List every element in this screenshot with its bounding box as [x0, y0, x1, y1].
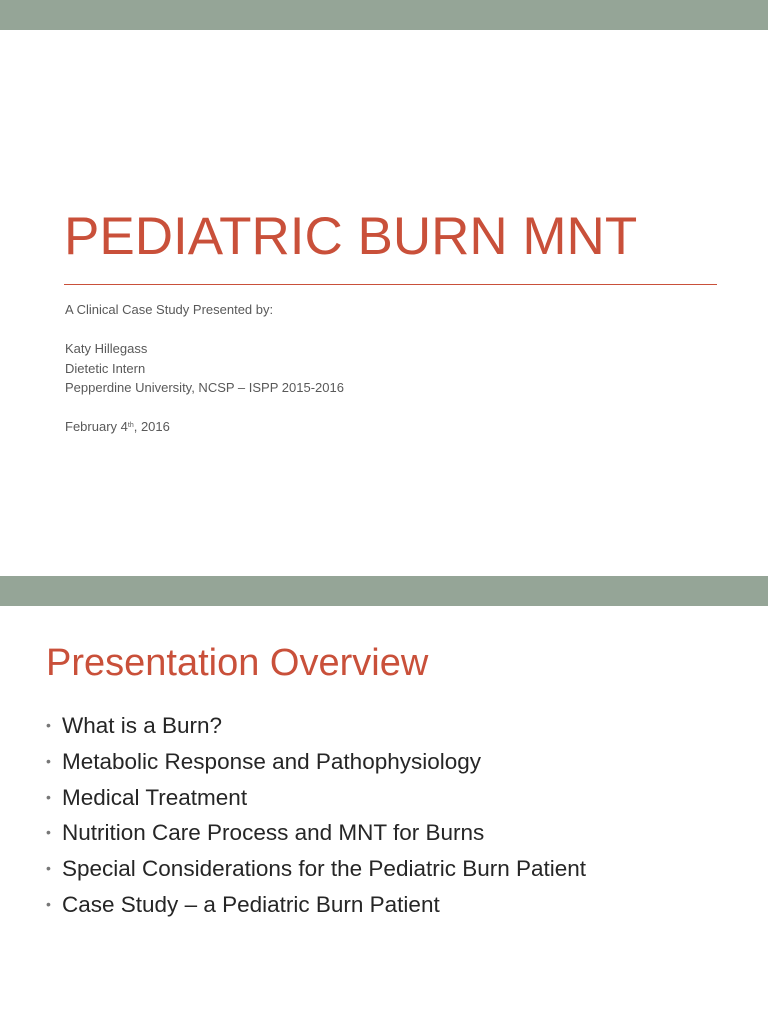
presentation-date [65, 417, 344, 437]
slide-title: PEDIATRIC BURN MNT [64, 207, 638, 266]
slide2-top-band [0, 576, 768, 606]
list-item [46, 892, 586, 928]
list-item [46, 713, 586, 749]
bullet-text: Case Study – a Pediatric Burn Patient [62, 891, 440, 917]
subtitle-block [65, 300, 344, 437]
list-item [46, 749, 586, 785]
slide1-top-band [0, 0, 768, 30]
presenter-affiliation: Pepperdine University, NCSP – ISPP 2015-2016 [65, 380, 344, 395]
bullet-icon: • [46, 860, 51, 877]
overview-bullet-list [46, 713, 586, 928]
bullet-text: Special Considerations for the Pediatric Burn Patient [62, 856, 587, 882]
list-item [46, 785, 586, 821]
bullet-icon: • [46, 788, 51, 805]
bullet-text: Nutrition Care Process and MNT for Burns [62, 820, 485, 846]
intro-text: A Clinical Case Study Presented by: [65, 302, 274, 317]
bullet-icon: • [46, 824, 51, 841]
overview-title: Presentation Overview [46, 642, 429, 684]
bullet-icon: • [46, 717, 51, 733]
bullet-text: What is a Burn? [62, 713, 223, 738]
bullet-icon: • [46, 895, 51, 912]
title-divider [64, 284, 717, 285]
presenter-name: Katy Hillegass [65, 341, 148, 356]
date-year: , 2016 [133, 419, 170, 434]
bullet-text: Metabolic Response and Pathophysiology [62, 748, 482, 774]
spacer [65, 398, 344, 418]
list-item [46, 856, 586, 892]
list-item [46, 820, 586, 856]
bullet-text: Medical Treatment [62, 784, 248, 810]
date-ordinal: th [127, 422, 134, 429]
presenter-role: Dietetic Intern [65, 360, 146, 376]
spacer [65, 320, 344, 340]
bullet-icon: • [46, 752, 51, 769]
date-prefix: February 4 [65, 419, 128, 434]
